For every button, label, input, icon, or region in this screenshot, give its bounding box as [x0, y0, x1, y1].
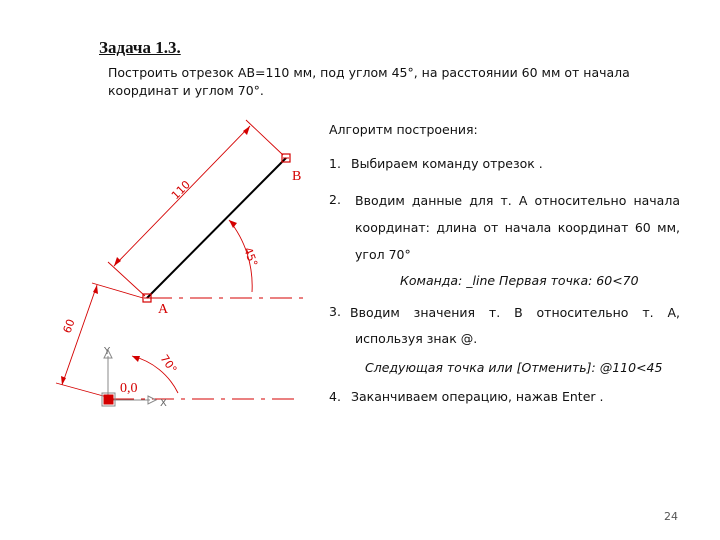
task-title: Задача 1.3. [99, 38, 181, 57]
page-number: 24 [664, 510, 678, 523]
segment-ab [147, 158, 286, 298]
step-2-line-3: угол 70° [355, 247, 411, 262]
command-line-2: Следующая точка или [Отменить]: @110<45 [365, 360, 663, 375]
point-a-label: A [158, 302, 169, 317]
task-description-line-1: Построить отрезок AB=110 мм, под углом 45°, на расстоянии 60 мм от начала [108, 65, 630, 80]
step-2-line-1: Вводим данные для т. А относительно начала [355, 193, 680, 208]
step-3-number: 3. [329, 304, 341, 319]
step-3 [329, 298, 351, 326]
origin-marker [104, 395, 113, 404]
dim-60-line [62, 285, 97, 385]
dim-60-arrow-top [93, 285, 98, 294]
step-2-number: 2. [329, 192, 341, 207]
step-1 [329, 150, 543, 178]
step-3-line-1: Вводим значения т. В относительно т. А, [350, 305, 680, 320]
angle-70-label: 70° [157, 352, 180, 376]
dim-110-arrow-a [114, 257, 121, 266]
step-2-line-2: координат: длина от начала координат 60 мм, [355, 220, 680, 235]
dim-60-extension-a [92, 283, 143, 298]
angle-70-arrow [132, 356, 140, 362]
dim-60-label: 60 [60, 317, 78, 336]
step-4 [329, 383, 603, 411]
dim-60-arrow-bottom [61, 376, 66, 385]
algorithm-title: Алгоритм построения: [329, 122, 478, 137]
axis-y-label: Y [104, 346, 111, 357]
task-description-line-2: координат и углом 70°. [108, 83, 264, 98]
point-b-label: B [292, 169, 302, 184]
command-line-1: Команда: _line Первая точка: 60<70 [400, 273, 639, 288]
step-4-text: Заканчиваем операцию, нажав Enter . [351, 389, 604, 404]
step-2 [329, 186, 351, 214]
axis-x-label: X [160, 398, 167, 409]
dim-60-extension-origin [56, 383, 107, 397]
dim-110-label: 110 [168, 178, 193, 203]
dim-110-extension-a [108, 262, 145, 296]
dim-110-extension-b [246, 120, 283, 155]
step-4-number: 4. [329, 389, 341, 404]
step-1-text: Выбираем команду отрезок . [351, 156, 543, 171]
origin-label: 0,0 [120, 381, 138, 396]
angle-45-arrow [229, 220, 237, 228]
step-3-line-2: используя знак @. [355, 331, 478, 346]
step-1-number: 1. [329, 156, 341, 171]
dim-110-arrow-b [243, 126, 250, 135]
angle-45-label: 45° [241, 245, 261, 269]
